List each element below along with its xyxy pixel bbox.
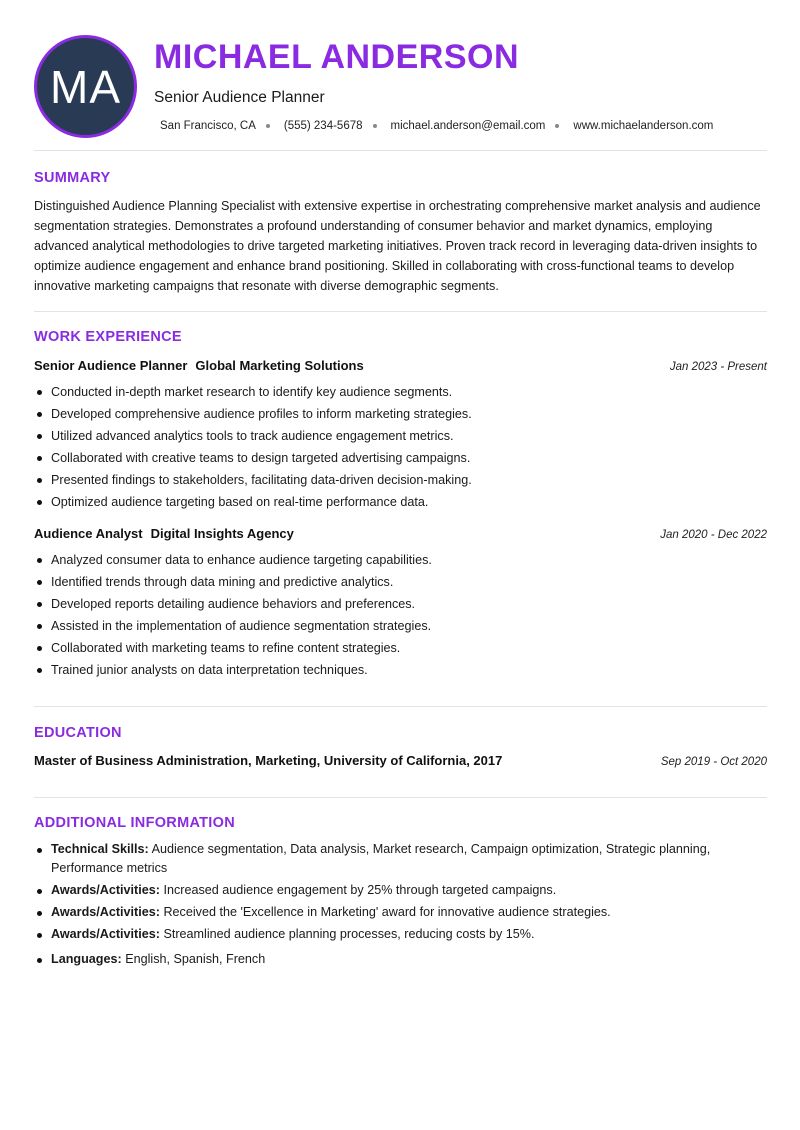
summary-text: Distinguished Audience Planning Specialist with extensive expertise in orchestrating comprehensive market analysis and audience segmentation strategies. Demonstrates a profound understanding of consumer behavior and market dynamics, employing advanced analytical methodologies to drive targeted marketing initiatives. Proven track record in leveraging data-driven insights to optimize audience engagement and enhance brand positioning. Skilled in collaborating with cross-functional teams to develop innovative marketing campaigns that resonate with diverse demographic segments.: [34, 199, 761, 293]
contact-location: San Francisco, CA: [160, 120, 256, 132]
avatar: [34, 35, 137, 138]
avatar-initials: MA: [50, 60, 121, 113]
list-item: Presented findings to stakeholders, facilitating data-driven decision-making.: [34, 469, 767, 491]
list-item: [34, 881, 767, 900]
divider: [34, 797, 767, 798]
additional-heading: ADDITIONAL INFORMATION: [34, 815, 235, 831]
job-title-line: [34, 358, 364, 373]
divider: [34, 150, 767, 151]
list-item: Collaborated with marketing teams to refine content strategies.: [34, 637, 767, 659]
candidate-title: Senior Audience Planner: [154, 89, 325, 106]
list-item: Trained junior analysts on data interpretation techniques.: [34, 659, 767, 681]
contact-line: [160, 120, 713, 132]
job-bullets: [34, 381, 767, 513]
list-item: Assisted in the implementation of audience segmentation strategies.: [34, 615, 767, 637]
info-label: Languages:: [51, 952, 122, 966]
divider: [34, 706, 767, 707]
education-degree: Master of Business Administration, Marketing, University of California, 2017: [34, 753, 503, 768]
education-dates: Sep 2019 - Oct 2020: [660, 756, 767, 768]
job-role: Audience Analyst: [34, 526, 143, 541]
contact-email[interactable]: michael.anderson@email.com: [390, 120, 546, 132]
dot-separator-icon: [373, 124, 377, 128]
info-label: Awards/Activities:: [51, 883, 160, 897]
info-text: Increased audience engagement by 25% through targeted campaigns.: [163, 883, 557, 897]
list-item: Analyzed consumer data to enhance audience targeting capabilities.: [34, 549, 767, 571]
info-label: Awards/Activities:: [51, 927, 160, 941]
divider: [34, 311, 767, 312]
additional-list: [34, 840, 767, 972]
info-text: English, Spanish, French: [125, 952, 266, 966]
candidate-name: MICHAEL ANDERSON: [154, 38, 520, 76]
list-item: Collaborated with creative teams to design targeted advertising campaigns.: [34, 447, 767, 469]
list-item: Conducted in-depth market research to identify key audience segments.: [34, 381, 767, 403]
job-dates: Jan 2023 - Present: [669, 361, 767, 373]
job-dates: Jan 2020 - Dec 2022: [660, 529, 767, 541]
dot-separator-icon: [555, 124, 559, 128]
list-item: Optimized audience targeting based on real-time performance data.: [34, 491, 767, 513]
dot-separator-icon: [266, 124, 270, 128]
job-title-line: [34, 526, 294, 541]
info-text: Streamlined audience planning processes, reducing costs by 15%.: [163, 927, 535, 941]
info-label: Awards/Activities:: [51, 905, 160, 919]
job-company: Digital Insights Agency: [150, 526, 294, 541]
contact-phone: (555) 234-5678: [283, 120, 363, 132]
list-item: [34, 840, 767, 878]
job-role: Senior Audience Planner: [34, 358, 188, 373]
job-header: [34, 358, 767, 373]
list-item: [34, 925, 767, 944]
job-bullets: [34, 549, 767, 681]
list-item: Developed comprehensive audience profiles to inform marketing strategies.: [34, 403, 767, 425]
job-header: [34, 526, 767, 541]
info-label: Technical Skills:: [51, 842, 149, 856]
list-item: [34, 903, 767, 922]
info-text: Audience segmentation, Data analysis, Market research, Campaign optimization, Strategic planning, Performance metrics: [51, 842, 711, 875]
summary-heading: SUMMARY: [34, 170, 111, 186]
education-heading: EDUCATION: [34, 725, 122, 741]
experience-heading: WORK EXPERIENCE: [34, 329, 182, 345]
education-entry: [34, 753, 767, 768]
contact-website[interactable]: www.michaelanderson.com: [573, 120, 714, 132]
list-item: [34, 950, 767, 969]
info-text: Received the 'Excellence in Marketing' award for innovative audience strategies.: [163, 905, 611, 919]
list-item: Identified trends through data mining and predictive analytics.: [34, 571, 767, 593]
list-item: Developed reports detailing audience behaviors and preferences.: [34, 593, 767, 615]
job-company: Global Marketing Solutions: [195, 358, 364, 373]
list-item: Utilized advanced analytics tools to track audience engagement metrics.: [34, 425, 767, 447]
